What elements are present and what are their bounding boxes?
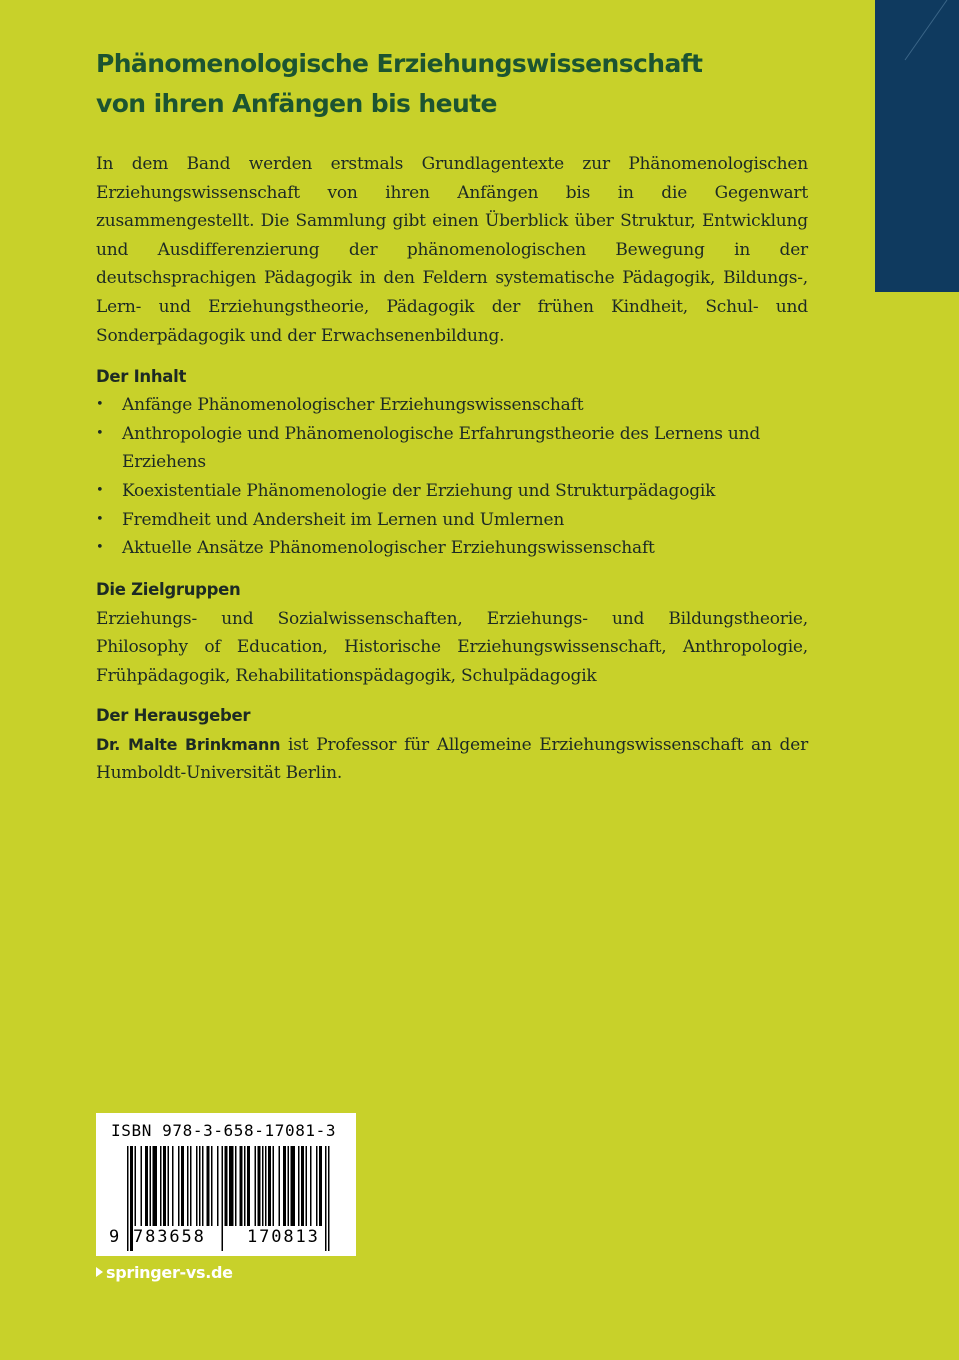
- barcode-digits-left: 783658: [133, 1227, 206, 1247]
- barcode-bar: [187, 1146, 189, 1226]
- barcode-bar: [178, 1146, 180, 1226]
- corner-color-block: [875, 0, 959, 292]
- contents-item: [96, 391, 808, 420]
- contents-list: [96, 391, 808, 563]
- barcode-bar: [135, 1146, 137, 1226]
- title-line-2: von ihren Anfängen bis heute: [96, 89, 497, 118]
- intro-paragraph: In dem Band werden erstmals Grundlagentexte zur Phänomenologischen Erziehungswissenschaft von ihren Anfängen bis in die Gegenwart zusammengestellt. Die Sammlung gibt einen Überblick über Struktur, Entwicklung und Ausdifferenzierung der phänomenologischen Bewegung in der deutschsprachigen Pädagogik in den Feldern systematische Pädagogik, Bildungs-, Lern- und Erziehungstheorie, Pädagogik der frühen Kindheit, Schul- und Sonderpädagogik und der Erwachsenenbildung.: [96, 154, 808, 346]
- contents-item: [96, 506, 808, 535]
- barcode-bar: [207, 1146, 210, 1226]
- barcode-bar: [229, 1146, 234, 1226]
- contents-item-text: Anfänge Phänomenologischer Erziehungswissenschaft: [122, 395, 584, 416]
- publisher-link[interactable]: [96, 1263, 233, 1282]
- barcode-bar: [298, 1146, 300, 1226]
- barcode-bar: [319, 1146, 322, 1226]
- barcode-bar: [306, 1146, 308, 1226]
- barcode-bar: [316, 1146, 318, 1226]
- barcode-bar: [145, 1146, 148, 1226]
- barcode-bar: [172, 1146, 174, 1226]
- editor-name: Dr. Malte Brinkmann: [96, 734, 281, 754]
- barcode-bar: [310, 1146, 312, 1226]
- barcode-bar: [217, 1146, 219, 1226]
- barcode-bar: [225, 1146, 228, 1226]
- blurb-content: [96, 150, 808, 788]
- editor-text: ist Professor für Allgemeine Erziehungswissenschaft an der Humboldt-Universität Berlin.: [96, 734, 808, 784]
- barcode-bar: [301, 1146, 304, 1226]
- bullet-icon: •: [96, 511, 104, 527]
- barcode-digits: [96, 1227, 356, 1249]
- contents-item-text: Anthropologie und Phänomenologische Erfahrungstheorie des Lernens und Erziehens: [122, 423, 761, 473]
- barcode-bar: [283, 1146, 286, 1226]
- barcode-bar: [273, 1146, 275, 1226]
- barcode-bar: [141, 1146, 143, 1226]
- barcode-bar: [199, 1146, 201, 1226]
- barcode-bar: [268, 1146, 271, 1226]
- barcode-bar: [181, 1146, 184, 1226]
- isbn-label: ISBN 978-3-658-17081-3: [111, 1121, 337, 1140]
- barcode-bar: [240, 1146, 243, 1226]
- barcode-bar: [153, 1146, 158, 1226]
- contents-heading: Der Inhalt: [96, 367, 187, 387]
- contents-item-text: Aktuelle Ansätze Phänomenologischer Erziehungswissenschaft: [122, 538, 655, 559]
- audience-heading: Die Zielgruppen: [96, 579, 241, 599]
- editor-heading: Der Herausgeber: [96, 705, 251, 725]
- barcode-digits-right: 170813: [247, 1227, 320, 1247]
- arrow-right-icon: [96, 1267, 103, 1277]
- book-title: [96, 44, 796, 124]
- barcode-bar: [258, 1146, 261, 1226]
- editor-paragraph: [96, 731, 808, 788]
- publisher-url: springer-vs.de: [106, 1263, 233, 1282]
- contents-item: [96, 420, 808, 477]
- barcode-bar: [160, 1146, 162, 1226]
- bullet-icon: •: [96, 425, 104, 441]
- bullet-icon: •: [96, 482, 104, 498]
- barcode-bar: [168, 1146, 170, 1226]
- contents-item-text: Koexistentiale Phänomenologie der Erziehung und Strukturpädagogik: [122, 480, 716, 501]
- contents-item-text: Fremdheit und Andersheit im Lernen und Umlernen: [122, 509, 565, 530]
- barcode-bar: [265, 1146, 267, 1226]
- corner-decoration: [875, 0, 959, 292]
- barcode-bar: [255, 1146, 257, 1226]
- barcode-bar: [235, 1146, 237, 1226]
- barcode-bar: [247, 1146, 250, 1226]
- bullet-icon: •: [96, 540, 104, 556]
- contents-item: [96, 534, 808, 563]
- barcode-bar: [163, 1146, 166, 1226]
- isbn-barcode: [96, 1113, 356, 1256]
- barcode-bar: [288, 1146, 290, 1226]
- bullet-icon: •: [96, 397, 104, 413]
- contents-item: [96, 477, 808, 506]
- barcode-bar: [279, 1146, 281, 1226]
- barcode-digit-first: 9: [109, 1227, 120, 1247]
- barcode-bar: [291, 1146, 296, 1226]
- barcode-bar: [196, 1146, 198, 1226]
- barcode-bar: [262, 1146, 264, 1226]
- barcode-bar: [202, 1146, 204, 1226]
- audience-text: Erziehungs- und Sozialwissenschaften, Erziehungs- und Bildungstheorie, Philosophy of Education, Historische Erziehungswissenschaft, Anthropologie, Frühpädagogik, Rehabilitationspädagogik, Schulpädagogik: [96, 608, 808, 686]
- barcode-bar: [190, 1146, 192, 1226]
- barcode-bar: [244, 1146, 246, 1226]
- title-line-1: Phänomenologische Erziehungswissenschaft: [96, 49, 703, 78]
- barcode-bar: [211, 1146, 213, 1226]
- barcode-bar: [150, 1146, 152, 1226]
